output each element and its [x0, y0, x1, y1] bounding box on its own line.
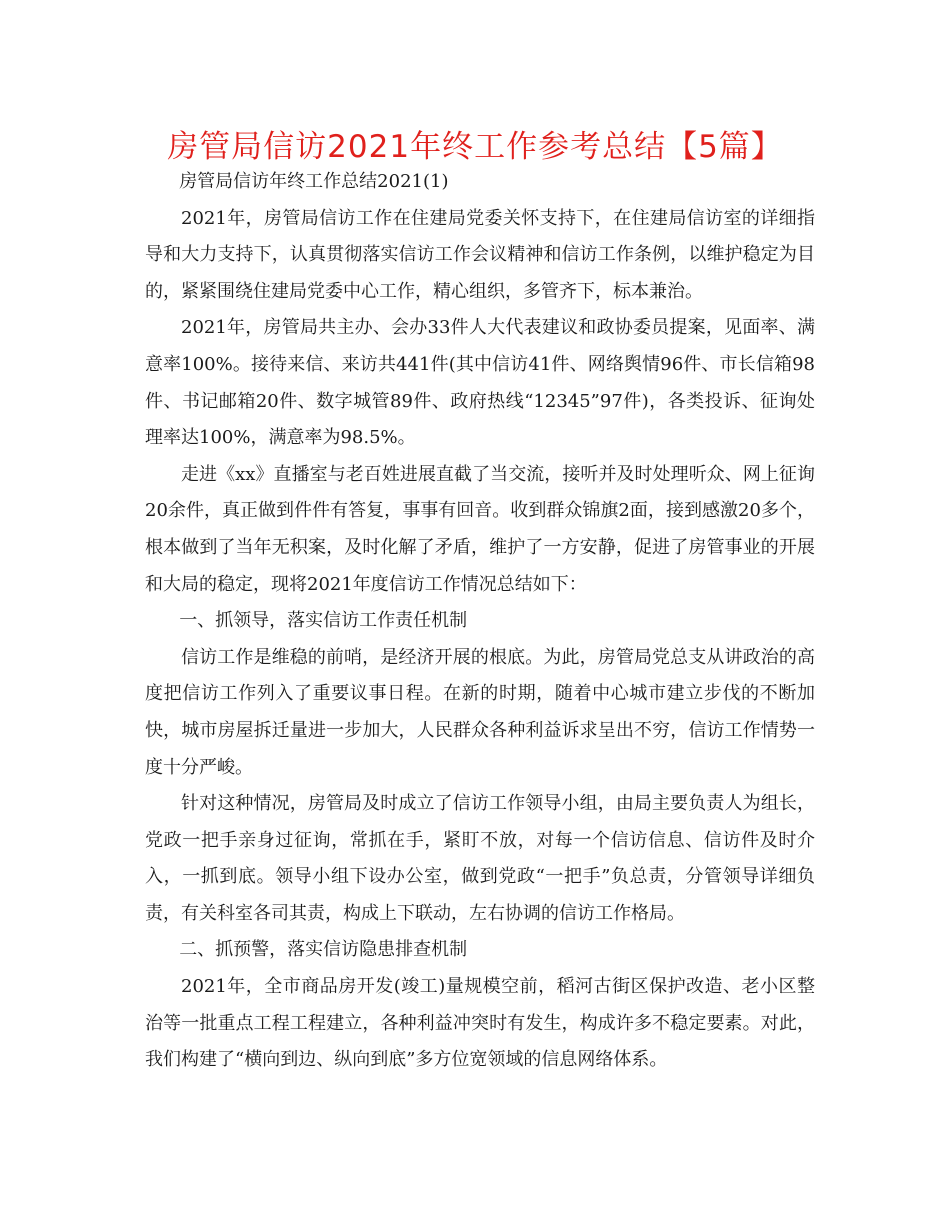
section-heading-1: 一、抓领导，落实信访工作责任机制 [179, 610, 468, 632]
section-heading-2: 二、抓预警，落实信访隐患排查机制 [179, 939, 468, 961]
paragraph-1: 2021年，房管局信访工作在住建局党委关怀支持下，在住建局信访室的详细指导和大力支持下，认真贯彻落实信访工作会议精神和信访工作条例，以维护稳定为目的，紧紧围绕住建局党委中心工作，精心组织，多管齐下，标本兼治。 [145, 207, 815, 302]
paragraph-3: 走进《xx》直播室与老百姓进展直截了当交流，接听并及时处理听众、网上征询20余件，真正做到件件有答复，事事有回音。收到群众锦旗2面，接到感激20多个，根本做到了当年无积案，及时化解了矛盾，维护了一方安静，促进了房管事业的开展和大局的稳定，现将2021年度信访工作情况总结如下： [145, 463, 815, 595]
paragraph-4: 信访工作是维稳的前哨，是经济开展的根底。为此，房管局党总支从讲政治的高度把信访工作列入了重要议事日程。在新的时期，随着中心城市建立步伐的不断加快，城市房屋拆迁量进一步加大，人民群众各种利益诉求呈出不穷，信访工作情势一度十分严峻。 [145, 646, 815, 778]
document-title: 房管局信访2021年终工作参考总结【5篇】 [167, 129, 783, 165]
paragraph-6: 2021年，全市商品房开发(竣工)量规模空前，稻河古街区保护改造、老小区整治等一批重点工程工程建立，各种利益冲突时有发生，构成许多不稳定要素。对此，我们构建了“横向到边、纵向到底”多方位宽领域的信息网络体系。 [145, 976, 815, 1071]
document-body [145, 164, 815, 1079]
paragraph-5: 针对这种情况，房管局及时成立了信访工作领导小组，由局主要负责人为组长，党政一把手亲身过征询，常抓在手，紧盯不放，对每一个信访信息、信访件及时介入，一抓到底。领导小组下设办公室，做到党政“一把手”负总责，分管领导详细负责，有关科室各司其责，构成上下联动，左右协调的信访工作格局。 [145, 793, 815, 924]
document-subtitle: 房管局信访年终工作总结2021(1) [179, 171, 449, 192]
paragraph-2: 2021年，房管局共主办、会办33件人大代表建议和政协委员提案，见面率、满意率100%。接待来信、来访共441件(其中信访41件、网络舆情96件、市长信箱98件、书记邮箱20件、数字城管89件、政府热线“12345”97件)，各类投诉、征询处理率达100%，满意率为98.5%。 [145, 317, 815, 449]
